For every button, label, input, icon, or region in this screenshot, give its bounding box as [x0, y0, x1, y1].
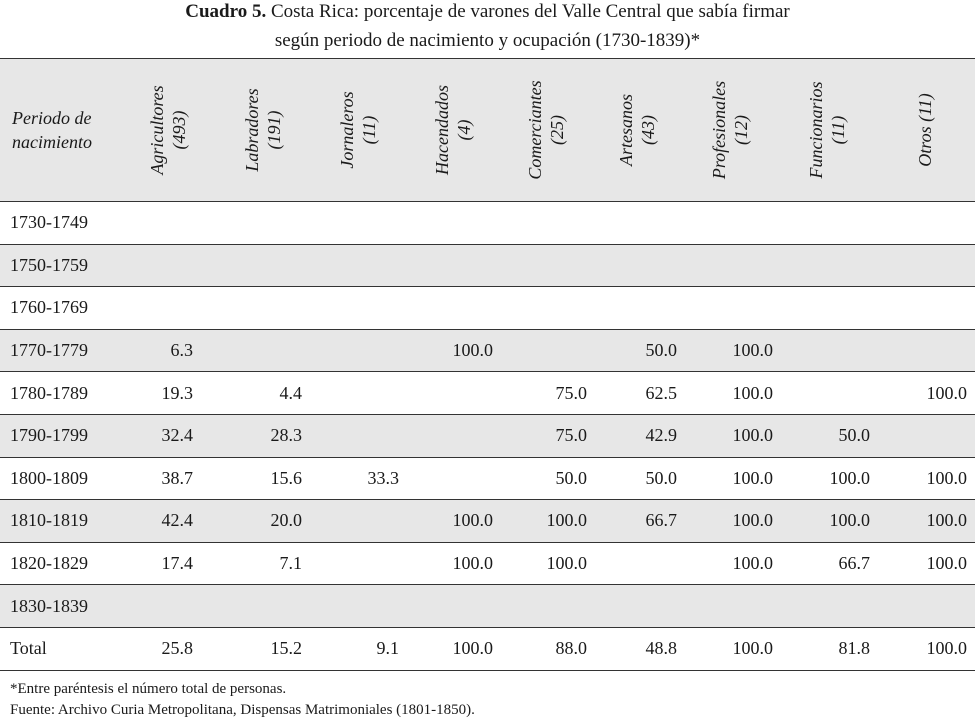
value-cell	[875, 585, 975, 628]
period-header	[0, 59, 120, 202]
value-cell: 75.0	[500, 372, 592, 415]
value-cell	[310, 542, 405, 585]
value-cell: 81.8	[778, 627, 875, 670]
table-body	[0, 202, 975, 671]
value-cell	[310, 500, 405, 543]
value-cell	[500, 585, 592, 628]
period-cell: 1830-1839	[0, 585, 120, 628]
column-header	[310, 59, 405, 202]
value-cell: 100.0	[500, 500, 592, 543]
column-header	[778, 59, 875, 202]
value-cell	[215, 287, 310, 330]
period-header-line-2: nacimiento	[12, 132, 92, 152]
column-header	[592, 59, 682, 202]
value-cell	[310, 585, 405, 628]
column-header	[120, 59, 215, 202]
column-header-name: Labradores	[241, 88, 262, 172]
table-notes	[10, 679, 475, 721]
value-cell: 100.0	[778, 457, 875, 500]
value-cell: 38.7	[120, 457, 215, 500]
value-cell	[310, 414, 405, 457]
period-cell: 1750-1759	[0, 244, 120, 287]
value-cell	[682, 202, 778, 245]
period-cell: 1770-1779	[0, 329, 120, 372]
value-cell	[592, 287, 682, 330]
value-cell: 100.0	[405, 500, 500, 543]
value-cell	[310, 202, 405, 245]
column-header-count: (191)	[263, 110, 284, 150]
period-cell: 1810-1819	[0, 500, 120, 543]
value-cell	[310, 372, 405, 415]
data-table	[0, 58, 975, 671]
value-cell: 100.0	[875, 457, 975, 500]
value-cell	[592, 244, 682, 287]
value-cell: 88.0	[500, 627, 592, 670]
column-header-name: Agricultores	[146, 85, 167, 175]
value-cell	[310, 244, 405, 287]
value-cell: 100.0	[405, 542, 500, 585]
value-cell: 28.3	[215, 414, 310, 457]
value-cell: 100.0	[778, 500, 875, 543]
column-header-name: Hacendados	[431, 85, 452, 175]
value-cell: 6.3	[120, 329, 215, 372]
value-cell	[405, 202, 500, 245]
value-cell	[592, 585, 682, 628]
value-cell	[592, 202, 682, 245]
caption-line-2: según periodo de nacimiento y ocupación (1730-1839)*	[274, 30, 701, 51]
column-header-name: Artesanos	[616, 94, 636, 166]
table-row	[0, 244, 975, 287]
value-cell: 100.0	[682, 329, 778, 372]
value-cell: 66.7	[592, 500, 682, 543]
column-header-name: Funcionarios	[805, 81, 826, 179]
value-cell	[592, 542, 682, 585]
value-cell: 100.0	[875, 542, 975, 585]
value-cell	[500, 244, 592, 287]
value-cell: 66.7	[778, 542, 875, 585]
value-cell: 100.0	[682, 542, 778, 585]
value-cell	[500, 202, 592, 245]
value-cell: 62.5	[592, 372, 682, 415]
table-row	[0, 372, 975, 415]
value-cell: 33.3	[310, 457, 405, 500]
period-cell: 1780-1789	[0, 372, 120, 415]
value-cell	[875, 244, 975, 287]
value-cell: 50.0	[778, 414, 875, 457]
column-header-count: (493)	[168, 110, 189, 150]
caption-number: Cuadro 5.	[185, 1, 267, 22]
value-cell	[500, 329, 592, 372]
period-cell: 1730-1749	[0, 202, 120, 245]
table-row	[0, 329, 975, 372]
column-header-count: (11)	[358, 115, 379, 145]
value-cell	[778, 372, 875, 415]
value-cell: 100.0	[405, 627, 500, 670]
value-cell: 48.8	[592, 627, 682, 670]
column-header-name: Profesionales	[709, 80, 729, 180]
footnote: *Entre paréntesis el número total de personas.	[10, 681, 287, 697]
value-cell	[875, 202, 975, 245]
period-cell: 1790-1799	[0, 414, 120, 457]
value-cell: 100.0	[875, 500, 975, 543]
value-cell	[120, 202, 215, 245]
value-cell: 9.1	[310, 627, 405, 670]
value-cell: 32.4	[120, 414, 215, 457]
value-cell	[405, 244, 500, 287]
value-cell	[682, 244, 778, 287]
value-cell: 100.0	[875, 372, 975, 415]
value-cell: 100.0	[500, 542, 592, 585]
value-cell	[215, 585, 310, 628]
column-header-name: Otros (11)	[915, 93, 935, 167]
value-cell: 100.0	[682, 372, 778, 415]
value-cell	[120, 244, 215, 287]
source-note: Fuente: Archivo Curia Metropolitana, Dispensas Matrimoniales (1801-1850).	[10, 702, 475, 718]
period-cell: Total	[0, 627, 120, 670]
value-cell	[875, 287, 975, 330]
column-header-count: (12)	[731, 115, 751, 146]
value-cell: 50.0	[592, 457, 682, 500]
caption-text: Costa Rica: porcentaje de varones del Valle Central que sabía firmar	[266, 1, 790, 22]
value-cell	[682, 287, 778, 330]
table-row	[0, 500, 975, 543]
table-row	[0, 542, 975, 585]
table-row	[0, 414, 975, 457]
value-cell: 100.0	[682, 457, 778, 500]
value-cell: 19.3	[120, 372, 215, 415]
value-cell: 15.6	[215, 457, 310, 500]
value-cell: 100.0	[405, 329, 500, 372]
header-row	[0, 59, 975, 202]
value-cell	[215, 202, 310, 245]
value-cell: 15.2	[215, 627, 310, 670]
table-row	[0, 585, 975, 628]
column-header	[875, 59, 975, 202]
period-cell: 1760-1769	[0, 287, 120, 330]
value-cell	[405, 372, 500, 415]
value-cell: 100.0	[875, 627, 975, 670]
column-header	[215, 59, 310, 202]
table-row	[0, 287, 975, 330]
value-cell	[405, 287, 500, 330]
value-cell: 42.9	[592, 414, 682, 457]
value-cell	[120, 585, 215, 628]
value-cell: 50.0	[500, 457, 592, 500]
value-cell	[778, 329, 875, 372]
column-header-name: Jornaleros	[336, 91, 357, 169]
value-cell	[405, 585, 500, 628]
value-cell	[875, 414, 975, 457]
value-cell	[778, 244, 875, 287]
value-cell	[215, 329, 310, 372]
value-cell: 4.4	[215, 372, 310, 415]
value-cell: 50.0	[592, 329, 682, 372]
value-cell	[405, 414, 500, 457]
period-cell: 1800-1809	[0, 457, 120, 500]
caption-line-1	[0, 0, 975, 26]
column-header	[682, 59, 778, 202]
value-cell: 100.0	[682, 627, 778, 670]
column-header-count: (4)	[453, 119, 474, 141]
column-header-name: Comerciantes	[525, 80, 545, 180]
total-row	[0, 627, 975, 670]
table-row	[0, 202, 975, 245]
column-header	[405, 59, 500, 202]
column-header-count: (43)	[638, 115, 658, 145]
value-cell	[120, 287, 215, 330]
value-cell: 100.0	[682, 500, 778, 543]
value-cell: 75.0	[500, 414, 592, 457]
value-cell	[778, 287, 875, 330]
value-cell: 20.0	[215, 500, 310, 543]
value-cell: 25.8	[120, 627, 215, 670]
value-cell: 7.1	[215, 542, 310, 585]
value-cell: 17.4	[120, 542, 215, 585]
value-cell	[778, 585, 875, 628]
value-cell: 42.4	[120, 500, 215, 543]
value-cell	[405, 457, 500, 500]
period-cell: 1820-1829	[0, 542, 120, 585]
table-row	[0, 457, 975, 500]
value-cell	[875, 329, 975, 372]
value-cell	[310, 287, 405, 330]
value-cell: 100.0	[682, 414, 778, 457]
period-header-line-1: Periodo de	[12, 108, 92, 128]
column-header-count: (25)	[547, 115, 567, 146]
value-cell	[500, 287, 592, 330]
value-cell	[215, 244, 310, 287]
value-cell	[682, 585, 778, 628]
value-cell	[778, 202, 875, 245]
column-header	[500, 59, 592, 202]
value-cell	[310, 329, 405, 372]
column-header-count: (11)	[827, 115, 848, 145]
